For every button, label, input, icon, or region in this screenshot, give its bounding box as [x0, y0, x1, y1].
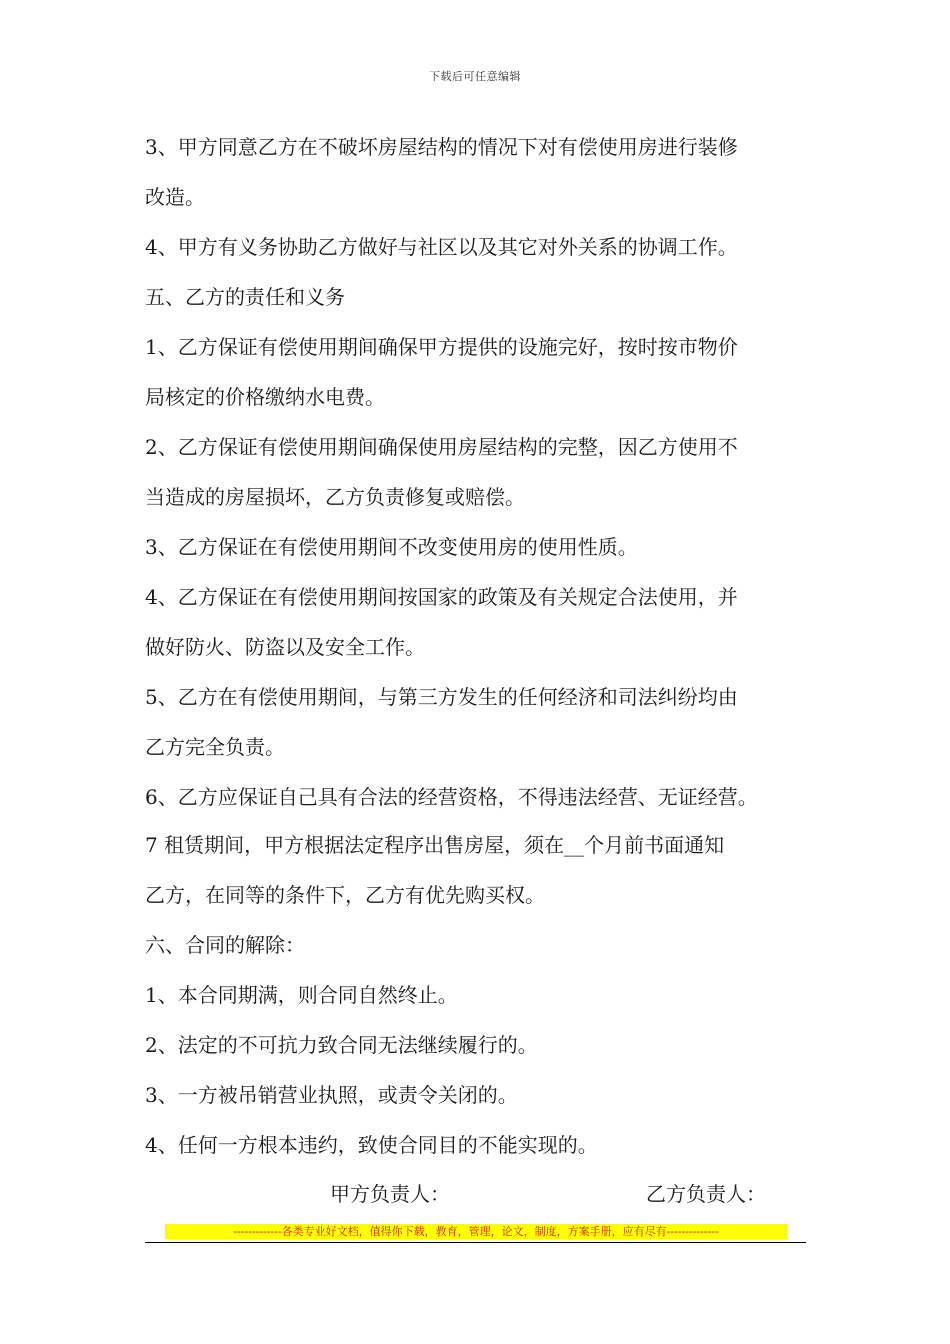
paragraph-line: 3、乙方保证在有偿使用期间不改变使用房的使用性质。: [145, 535, 638, 559]
paragraph-line: 乙方，在同等的条件下，乙方有优先购买权。: [145, 883, 545, 907]
paragraph-line: 1、乙方保证有偿使用期间确保甲方提供的设施完好，按时按市物价: [145, 335, 738, 359]
paragraph-line: 3、一方被吊销营业执照，或责令关闭的。: [145, 1083, 518, 1107]
footer-banner: -------------各类专业好文档，值得你下载，教育，管理，论文，制度，方案手册，应有尽有--------------: [165, 1224, 787, 1239]
paragraph-line: 4、甲方有义务协助乙方做好与社区以及其它对外关系的协调工作。: [145, 235, 738, 259]
paragraph-line: 做好防火、防盗以及安全工作。: [145, 635, 425, 659]
paragraph-line: 乙方完全负责。: [145, 735, 285, 759]
section-heading: 五、乙方的责任和义务: [145, 285, 345, 309]
paragraph-line: 2、乙方保证有偿使用期间确保使用房屋结构的完整，因乙方使用不: [145, 435, 738, 459]
paragraph-line: 5、乙方在有偿使用期间，与第三方发生的任何经济和司法纠纷均由: [145, 685, 738, 709]
page-header: 下载后可任意编辑: [429, 70, 521, 83]
paragraph-line: 1、本合同期满，则合同自然终止。: [145, 983, 458, 1007]
footer-divider: [145, 1242, 806, 1243]
paragraph-line: 2、法定的不可抗力致合同无法继续履行的。: [145, 1033, 538, 1057]
paragraph-line: 4、乙方保证在有偿使用期间按国家的政策及有关规定合法使用，并: [145, 585, 738, 609]
paragraph-line: 7 租赁期间，甲方根据法定程序出售房屋，须在__个月前书面通知: [145, 833, 725, 857]
paragraph-line: 3、甲方同意乙方在不破坏房屋结构的情况下对有偿使用房进行装修: [145, 135, 738, 159]
paragraph-line: 改造。: [145, 185, 205, 209]
paragraph-line: 4、任何一方根本违约，致使合同目的不能实现的。: [145, 1133, 598, 1157]
party-b-signature-label: 乙方负责人：: [646, 1182, 766, 1206]
signature-row: [0, 1180, 950, 1208]
paragraph-line: 6、乙方应保证自己具有合法的经营资格，不得违法经营、无证经营。: [145, 785, 758, 809]
paragraph-line: 局核定的价格缴纳水电费。: [145, 385, 385, 409]
party-a-signature-label: 甲方负责人：: [330, 1182, 450, 1206]
section-heading: 六、合同的解除：: [145, 933, 305, 957]
paragraph-line: 当造成的房屋损坏，乙方负责修复或赔偿。: [145, 485, 525, 509]
